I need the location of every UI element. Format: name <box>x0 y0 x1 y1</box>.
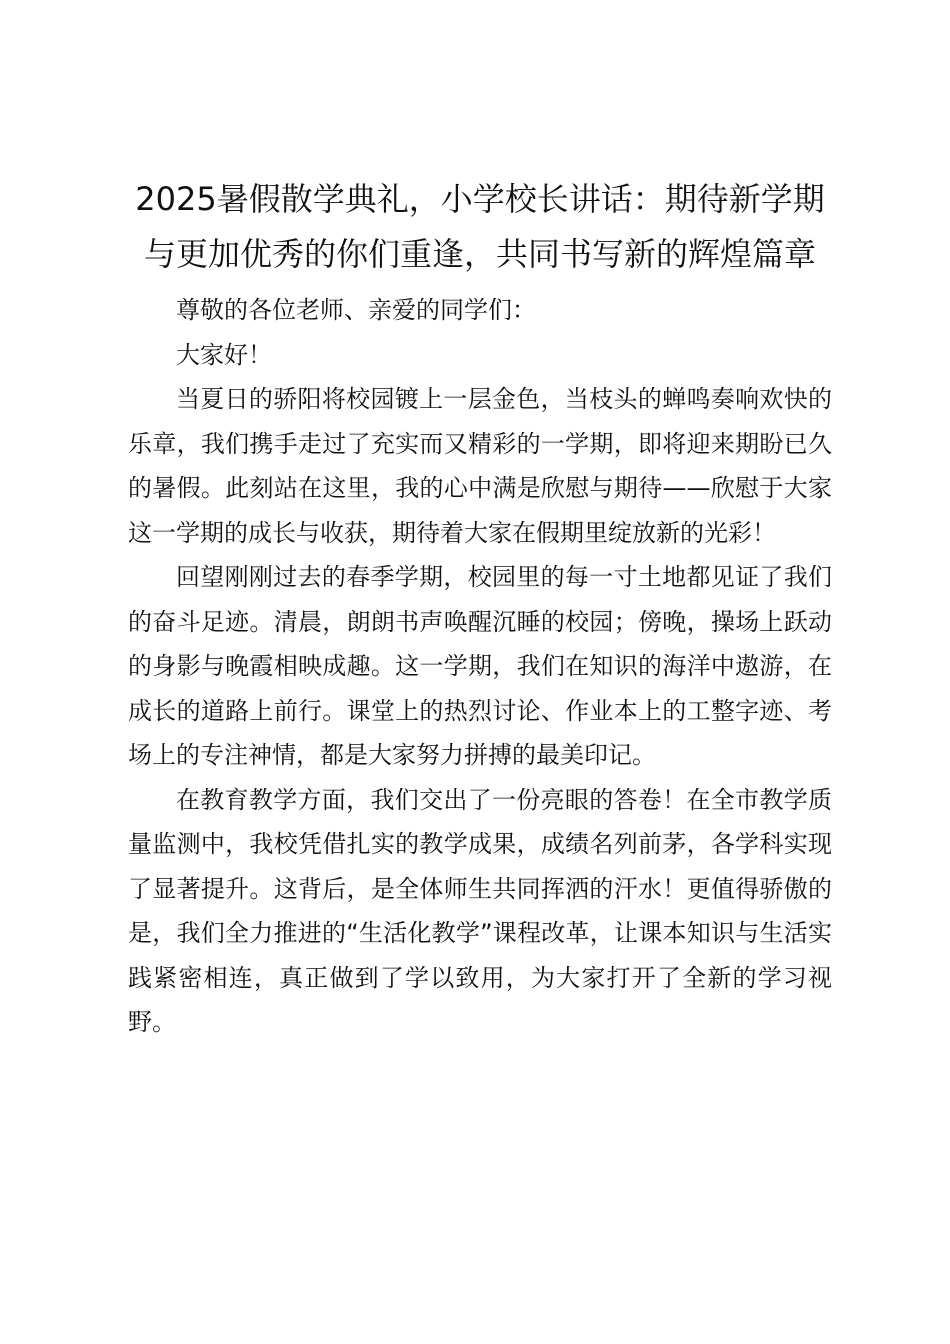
document-page <box>128 172 832 1045</box>
paragraph-review: 回望刚刚过去的春季学期，校园里的每一寸土地都见证了我们的奋斗足迹。清晨，朗朗书声唤醒沉睡的校园；傍晚，操场上跃动的身影与晚霞相映成趣。这一学期，我们在知识的海洋中遨游，在成长的道路上前行。课堂上的热烈讨论、作业本上的工整字迹、考场上的专注神情，都是大家努力拼搏的最美印记。 <box>128 563 832 769</box>
paragraph-teaching: 在教育教学方面，我们交出了一份亮眼的答卷！在全市教学质量监测中，我校凭借扎实的教学成果，成绩名列前茅，各学科实现了显著提升。这背后，是全体师生共同挥洒的汗水！更值得骄傲的是，我们全力推进的“生活化教学”课程改革，让课本知识与生活实践紧密相连，真正做到了学以致用，为大家打开了全新的学习视野。 <box>128 785 832 1036</box>
paragraph-intro: 当夏日的骄阳将校园镀上一层金色，当枝头的蝉鸣奏响欢快的乐章，我们携手走过了充实而又精彩的一学期，即将迎来期盼已久的暑假。此刻站在这里，我的心中满是欣慰与期待——欣慰于大家这一学期的成长与收获，期待着大家在假期里绽放新的光彩！ <box>128 385 832 547</box>
salutation: 尊敬的各位老师、亲爱的同学们： <box>176 296 536 324</box>
document-title: 2025暑假散学典礼，小学校长讲话：期待新学期与更加优秀的你们重逢，共同书写新的辉煌篇章 <box>135 180 825 273</box>
greeting: 大家好！ <box>176 340 272 369</box>
